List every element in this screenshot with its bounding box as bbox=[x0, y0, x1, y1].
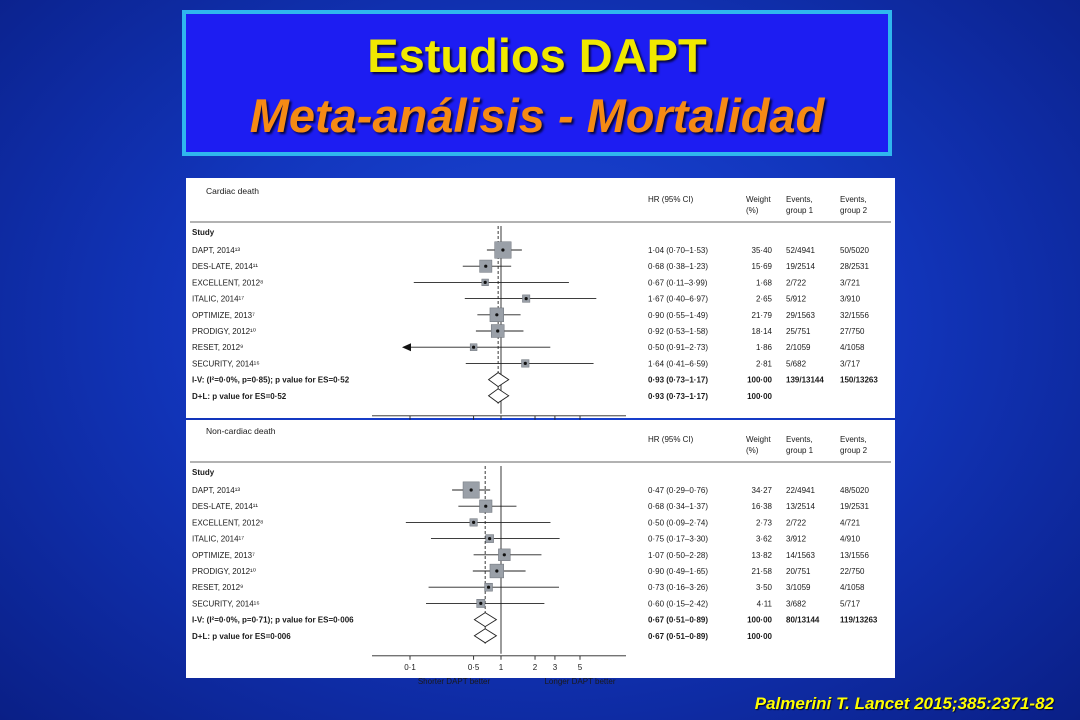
x-tick-label: 5 bbox=[577, 662, 583, 672]
ci-arrow bbox=[402, 343, 411, 351]
forest-plot-non-cardiac-svg bbox=[186, 420, 895, 686]
study-label: PRODIGY, 2012¹⁰ bbox=[192, 327, 256, 336]
study-label: DES-LATE, 2014¹¹ bbox=[192, 502, 259, 512]
hr-value: 0·47 (0·29–0·76) bbox=[648, 486, 709, 495]
weight-value: 4·11 bbox=[756, 599, 772, 609]
point-estimate bbox=[496, 329, 499, 332]
header-study: Study bbox=[192, 468, 215, 477]
study-label: SECURITY, 2014¹⁶ bbox=[192, 359, 260, 369]
pooled-weight: 100·00 bbox=[747, 375, 772, 385]
weight-value: 13·82 bbox=[751, 550, 772, 560]
point-estimate bbox=[495, 569, 498, 572]
events-group1: 2/722 bbox=[786, 518, 807, 528]
header-events1-group: group 1 bbox=[786, 206, 814, 215]
header-weight: Weight bbox=[746, 435, 771, 444]
events-group2: 3/721 bbox=[840, 278, 861, 288]
hr-value: 0·90 (0·55–1·49) bbox=[648, 310, 709, 320]
citation: Palmerini T. Lancet 2015;385:2371-82 bbox=[754, 694, 1054, 713]
weight-value: 35·40 bbox=[751, 246, 772, 255]
events-group1: 29/1563 bbox=[786, 310, 815, 320]
hr-value: 0·67 (0·11–3·99) bbox=[648, 278, 708, 288]
slide-title: Estudios DAPT bbox=[367, 29, 707, 82]
events-group1: 52/4941 bbox=[786, 246, 815, 255]
events-group2: 27/750 bbox=[840, 327, 865, 336]
x-tick-label: 2 bbox=[532, 662, 538, 672]
study-label: DES-LATE, 2014¹¹ bbox=[192, 262, 259, 272]
point-estimate bbox=[484, 505, 487, 508]
forest-plot-non-cardiac-death bbox=[186, 420, 895, 686]
study-label: ITALIC, 2014¹⁷ bbox=[192, 294, 245, 304]
events-group1: 3/1059 bbox=[786, 583, 811, 593]
events-group2: 4/1058 bbox=[840, 583, 865, 593]
x-tick-label: 0·5 bbox=[467, 662, 480, 672]
weight-value: 15·69 bbox=[751, 262, 772, 272]
header-study: Study bbox=[192, 228, 215, 237]
study-label: DAPT, 2014¹³ bbox=[192, 246, 241, 255]
events-group2: 4/910 bbox=[840, 534, 861, 544]
point-estimate bbox=[484, 281, 487, 284]
hr-value: 0·92 (0·53–1·58) bbox=[648, 327, 709, 336]
pooled-hr-value: 0·67 (0·51–0·89) bbox=[648, 631, 709, 641]
axis-left-label: Shorter DAPT better bbox=[417, 676, 491, 686]
events-group2: 50/5020 bbox=[840, 246, 869, 255]
header-events2-group: group 2 bbox=[840, 446, 868, 455]
pooled-hr-value: 0·67 (0·51–0·89) bbox=[648, 615, 709, 625]
slide-subtitle: Meta-análisis - Mortalidad bbox=[249, 89, 825, 142]
events-group1: 13/2514 bbox=[786, 502, 815, 512]
x-tick-label: 1 bbox=[498, 662, 504, 672]
study-label: RESET, 2012⁹ bbox=[192, 583, 244, 593]
events-group1: 22/4941 bbox=[786, 486, 815, 495]
pooled-label: D+L: p value for ES=0·006 bbox=[192, 631, 291, 641]
events-group2: 3/910 bbox=[840, 294, 861, 304]
axis-right-label: Longer DAPT better bbox=[544, 676, 616, 686]
events-group1: 25/751 bbox=[786, 327, 811, 336]
events-group2: 28/2531 bbox=[840, 262, 869, 272]
header-events1: Events, bbox=[786, 435, 813, 444]
header-weight: Weight bbox=[746, 195, 771, 204]
point-estimate bbox=[484, 265, 487, 268]
header-weight-unit: (%) bbox=[746, 206, 759, 215]
point-estimate bbox=[503, 553, 506, 556]
study-label: EXCELLENT, 2012⁸ bbox=[192, 518, 264, 528]
hr-value: 0·68 (0·34–1·37) bbox=[648, 502, 709, 512]
weight-value: 34·27 bbox=[751, 486, 772, 495]
header-weight-unit: (%) bbox=[746, 446, 759, 455]
events-group1: 5/912 bbox=[786, 294, 807, 304]
weight-value: 18·14 bbox=[751, 327, 772, 336]
events-group2: 3/717 bbox=[840, 359, 861, 369]
weight-value: 16·38 bbox=[751, 502, 772, 512]
hr-value: 1·04 (0·70–1·53) bbox=[648, 246, 709, 255]
weight-value: 1·86 bbox=[755, 343, 772, 353]
pooled-hr-value: 0·93 (0·73–1·17) bbox=[648, 391, 709, 401]
header-events1-group: group 1 bbox=[786, 446, 814, 455]
events-group1: 5/682 bbox=[786, 359, 807, 369]
point-estimate bbox=[488, 537, 491, 540]
pooled-label: D+L: p value for ES=0·52 bbox=[192, 391, 287, 401]
title-box bbox=[182, 10, 892, 156]
pooled-weight: 100·00 bbox=[747, 391, 772, 401]
header-hr: HR (95% CI) bbox=[648, 435, 694, 444]
hr-value: 0·50 (0·09–2·74) bbox=[648, 518, 709, 528]
events-group1: 19/2514 bbox=[786, 262, 815, 272]
header-hr: HR (95% CI) bbox=[648, 195, 694, 204]
study-label: PRODIGY, 2012¹⁰ bbox=[192, 567, 256, 576]
events-group2: 5/717 bbox=[840, 599, 861, 609]
events-group1: 3/682 bbox=[786, 599, 807, 609]
pooled-diamond bbox=[489, 389, 509, 403]
pooled-events-group1: 139/13144 bbox=[786, 375, 824, 385]
events-group1: 2/722 bbox=[786, 278, 807, 288]
events-group2: 32/1556 bbox=[840, 310, 869, 320]
weight-value: 1·68 bbox=[755, 278, 772, 288]
study-label: EXCELLENT, 2012⁸ bbox=[192, 278, 264, 288]
study-label: OPTIMIZE, 2013⁷ bbox=[192, 550, 255, 560]
pooled-events-group2: 150/13263 bbox=[840, 375, 878, 385]
forest-plot-cardiac-death bbox=[186, 178, 895, 418]
hr-value: 0·75 (0·17–3·30) bbox=[648, 534, 709, 544]
point-estimate bbox=[501, 248, 504, 251]
hr-value: 0·60 (0·15–2·42) bbox=[648, 599, 709, 609]
weight-value: 2·73 bbox=[755, 518, 772, 528]
weight-value: 21·58 bbox=[751, 567, 772, 576]
pooled-weight: 100·00 bbox=[747, 631, 772, 641]
forest-plot-cardiac-svg bbox=[186, 178, 895, 418]
point-estimate bbox=[470, 488, 473, 491]
hr-value: 0·73 (0·16–3·26) bbox=[648, 583, 709, 593]
events-group1: 20/751 bbox=[786, 567, 811, 576]
events-group2: 13/1556 bbox=[840, 550, 869, 560]
events-group2: 4/1058 bbox=[840, 343, 865, 353]
study-label: SECURITY, 2014¹⁶ bbox=[192, 599, 260, 609]
point-estimate bbox=[525, 297, 528, 300]
weight-value: 2·81 bbox=[755, 359, 772, 369]
study-label: OPTIMIZE, 2013⁷ bbox=[192, 310, 255, 320]
events-group2: 48/5020 bbox=[840, 486, 869, 495]
point-estimate bbox=[495, 313, 498, 316]
x-tick-label: 0·1 bbox=[404, 662, 416, 672]
header-events2: Events, bbox=[840, 195, 867, 204]
point-estimate bbox=[479, 602, 482, 605]
hr-value: 0·50 (0·91–2·73) bbox=[648, 343, 709, 353]
weight-value: 2·65 bbox=[755, 294, 772, 304]
weight-value: 3·50 bbox=[755, 583, 772, 593]
events-group2: 4/721 bbox=[840, 518, 861, 528]
events-group2: 19/2531 bbox=[840, 502, 869, 512]
point-estimate bbox=[524, 362, 527, 365]
point-estimate bbox=[472, 521, 475, 524]
events-group1: 2/1059 bbox=[786, 343, 811, 353]
hr-value: 1·67 (0·40–6·97) bbox=[648, 294, 709, 304]
events-group2: 22/750 bbox=[840, 567, 865, 576]
pooled-hr-value: 0·93 (0·73–1·17) bbox=[648, 375, 709, 385]
pooled-events-group1: 80/13144 bbox=[786, 615, 820, 625]
hr-value: 1·07 (0·50–2·28) bbox=[648, 550, 709, 560]
pooled-diamond bbox=[474, 613, 496, 627]
x-tick-label: 3 bbox=[552, 662, 558, 672]
hr-value: 1·64 (0·41–6·59) bbox=[648, 359, 709, 369]
point-estimate bbox=[472, 346, 475, 349]
weight-value: 3·62 bbox=[755, 534, 772, 544]
header-events2: Events, bbox=[840, 435, 867, 444]
header-events2-group: group 2 bbox=[840, 206, 868, 215]
pooled-events-group2: 119/13263 bbox=[840, 615, 878, 625]
hr-value: 0·90 (0·49–1·65) bbox=[648, 567, 709, 576]
header-events1: Events, bbox=[786, 195, 813, 204]
study-label: ITALIC, 2014¹⁷ bbox=[192, 534, 245, 544]
hr-value: 0·68 (0·38–1·23) bbox=[648, 262, 709, 272]
pooled-label: I-V: (I²=0·0%, p=0·85); p value for ES=0·52 bbox=[192, 375, 350, 385]
study-label: RESET, 2012⁹ bbox=[192, 343, 244, 353]
events-group1: 14/1563 bbox=[786, 550, 815, 560]
pooled-label: I-V: (I²=0·0%, p=0·71); p value for ES=0·006 bbox=[192, 615, 354, 625]
panel-title: Cardiac death bbox=[206, 186, 259, 196]
pooled-diamond bbox=[489, 373, 509, 387]
point-estimate bbox=[487, 586, 490, 589]
pooled-diamond bbox=[474, 629, 496, 643]
study-label: DAPT, 2014¹³ bbox=[192, 486, 241, 495]
weight-value: 21·79 bbox=[751, 310, 772, 320]
pooled-weight: 100·00 bbox=[747, 615, 772, 625]
panel-title: Non-cardiac death bbox=[206, 426, 276, 436]
events-group1: 3/912 bbox=[786, 534, 807, 544]
